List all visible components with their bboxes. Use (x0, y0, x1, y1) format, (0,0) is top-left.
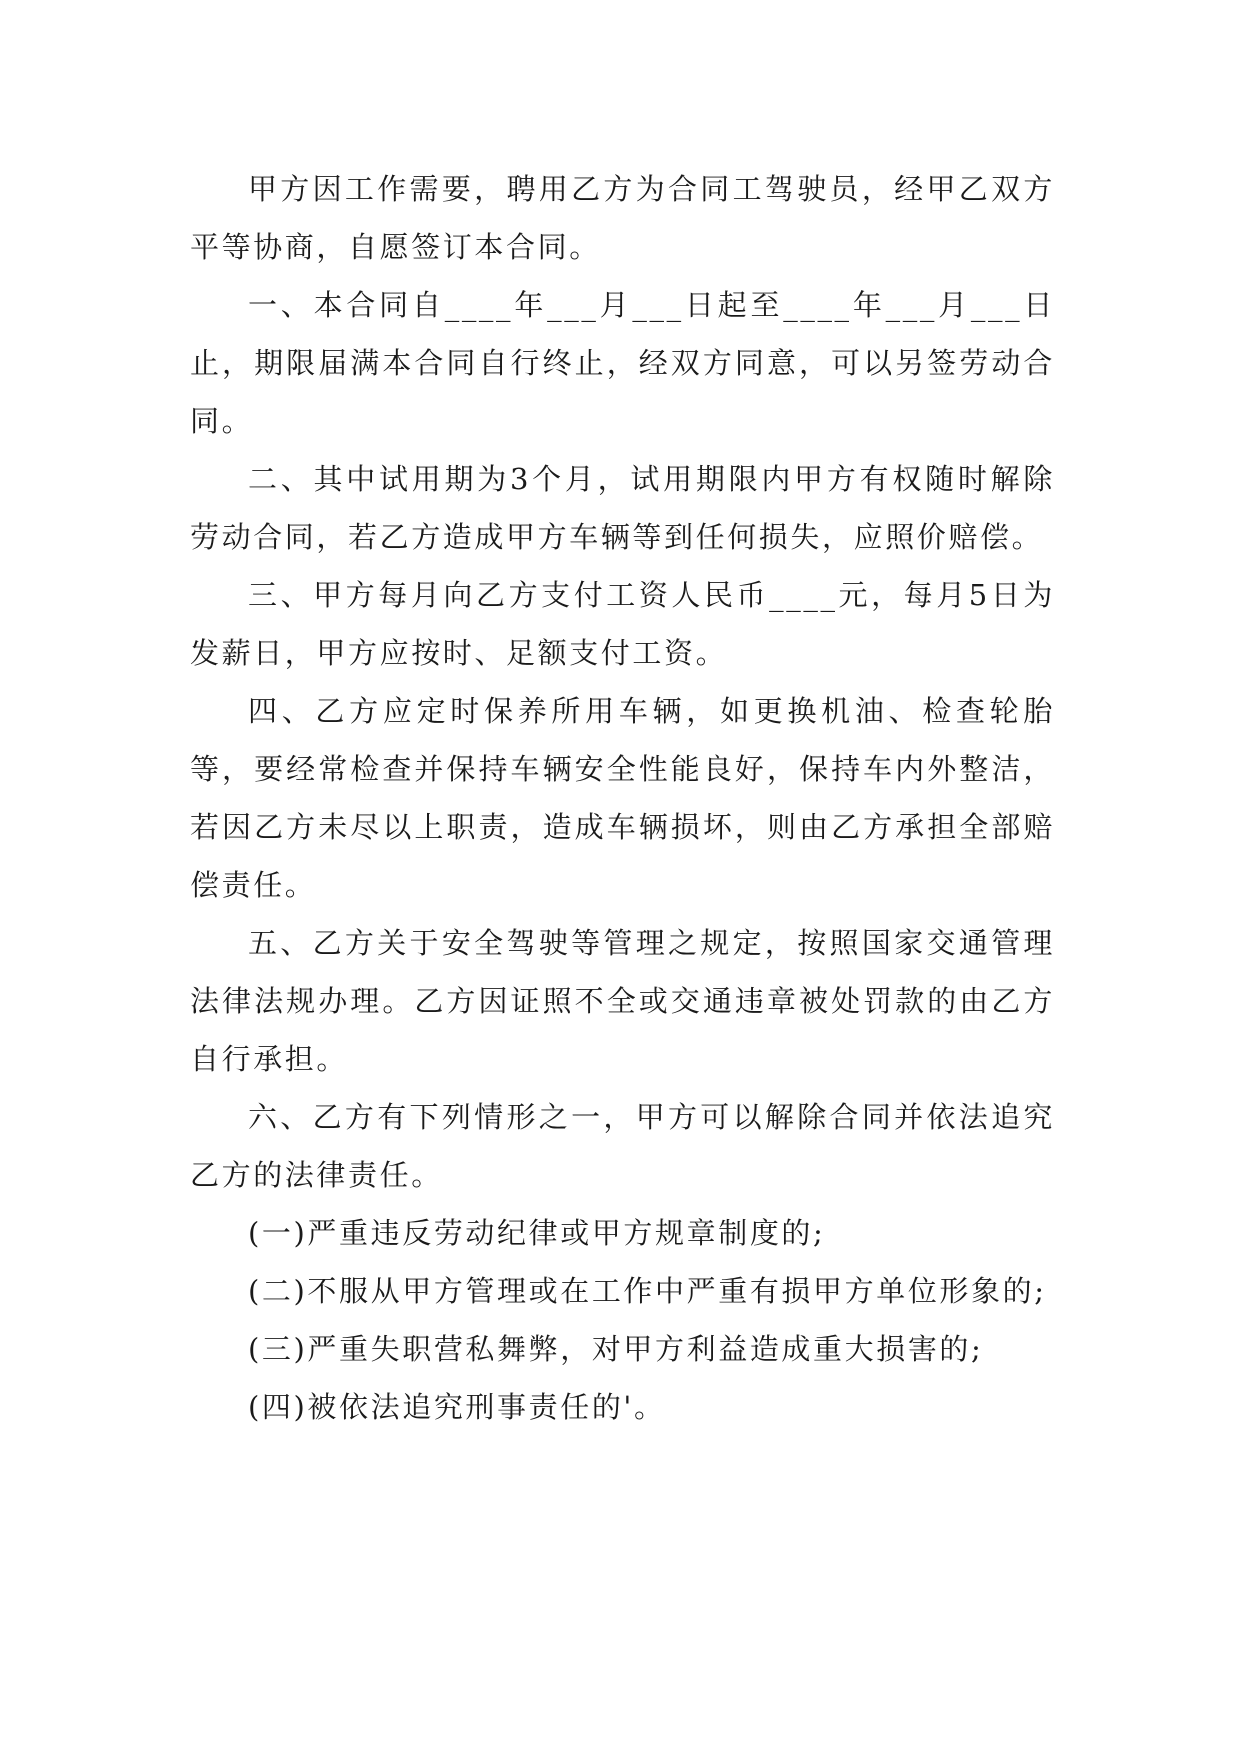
paragraph-clause-6: 六、乙方有下列情形之一，甲方可以解除合同并依法追究乙方的法律责任。 (190, 1100, 1055, 1192)
paragraph-item-2: (二)不服从甲方管理或在工作中严重有损甲方单位形象的; (248, 1274, 1047, 1308)
paragraph-item-3: (三)严重失职营私舞弊，对甲方利益造成重大损害的; (248, 1332, 984, 1366)
paragraph-clause-2: 二、其中试用期为3个月，试用期限内甲方有权随时解除劳动合同，若乙方造成甲方车辆等到任何损失，应照价赔偿。 (190, 462, 1055, 554)
paragraph-clause-1: 一、本合同自____年___月___日起至____年___月___日止，期限届满本合同自行终止，经双方同意，可以另签劳动合同。 (190, 288, 1055, 438)
contract-body (190, 160, 1055, 1436)
paragraph-item-4: (四)被依法追究刑事责任的'。 (248, 1390, 666, 1424)
paragraph-intro: 甲方因工作需要，聘用乙方为合同工驾驶员，经甲乙双方平等协商，自愿签订本合同。 (190, 172, 1055, 264)
paragraph-clause-4: 四、乙方应定时保养所用车辆，如更换机油、检查轮胎等，要经常检查并保持车辆安全性能良好，保持车内外整洁，若因乙方未尽以上职责，造成车辆损坏，则由乙方承担全部赔偿责任。 (190, 694, 1055, 902)
paragraph-clause-5: 五、乙方关于安全驾驶等管理之规定，按照国家交通管理法律法规办理。乙方因证照不全或交通违章被处罚款的由乙方自行承担。 (190, 926, 1055, 1076)
paragraph-item-1: (一)严重违反劳动纪律或甲方规章制度的; (248, 1216, 826, 1250)
paragraph-clause-3: 三、甲方每月向乙方支付工资人民币____元，每月5日为发薪日，甲方应按时、足额支付工资。 (190, 578, 1055, 670)
